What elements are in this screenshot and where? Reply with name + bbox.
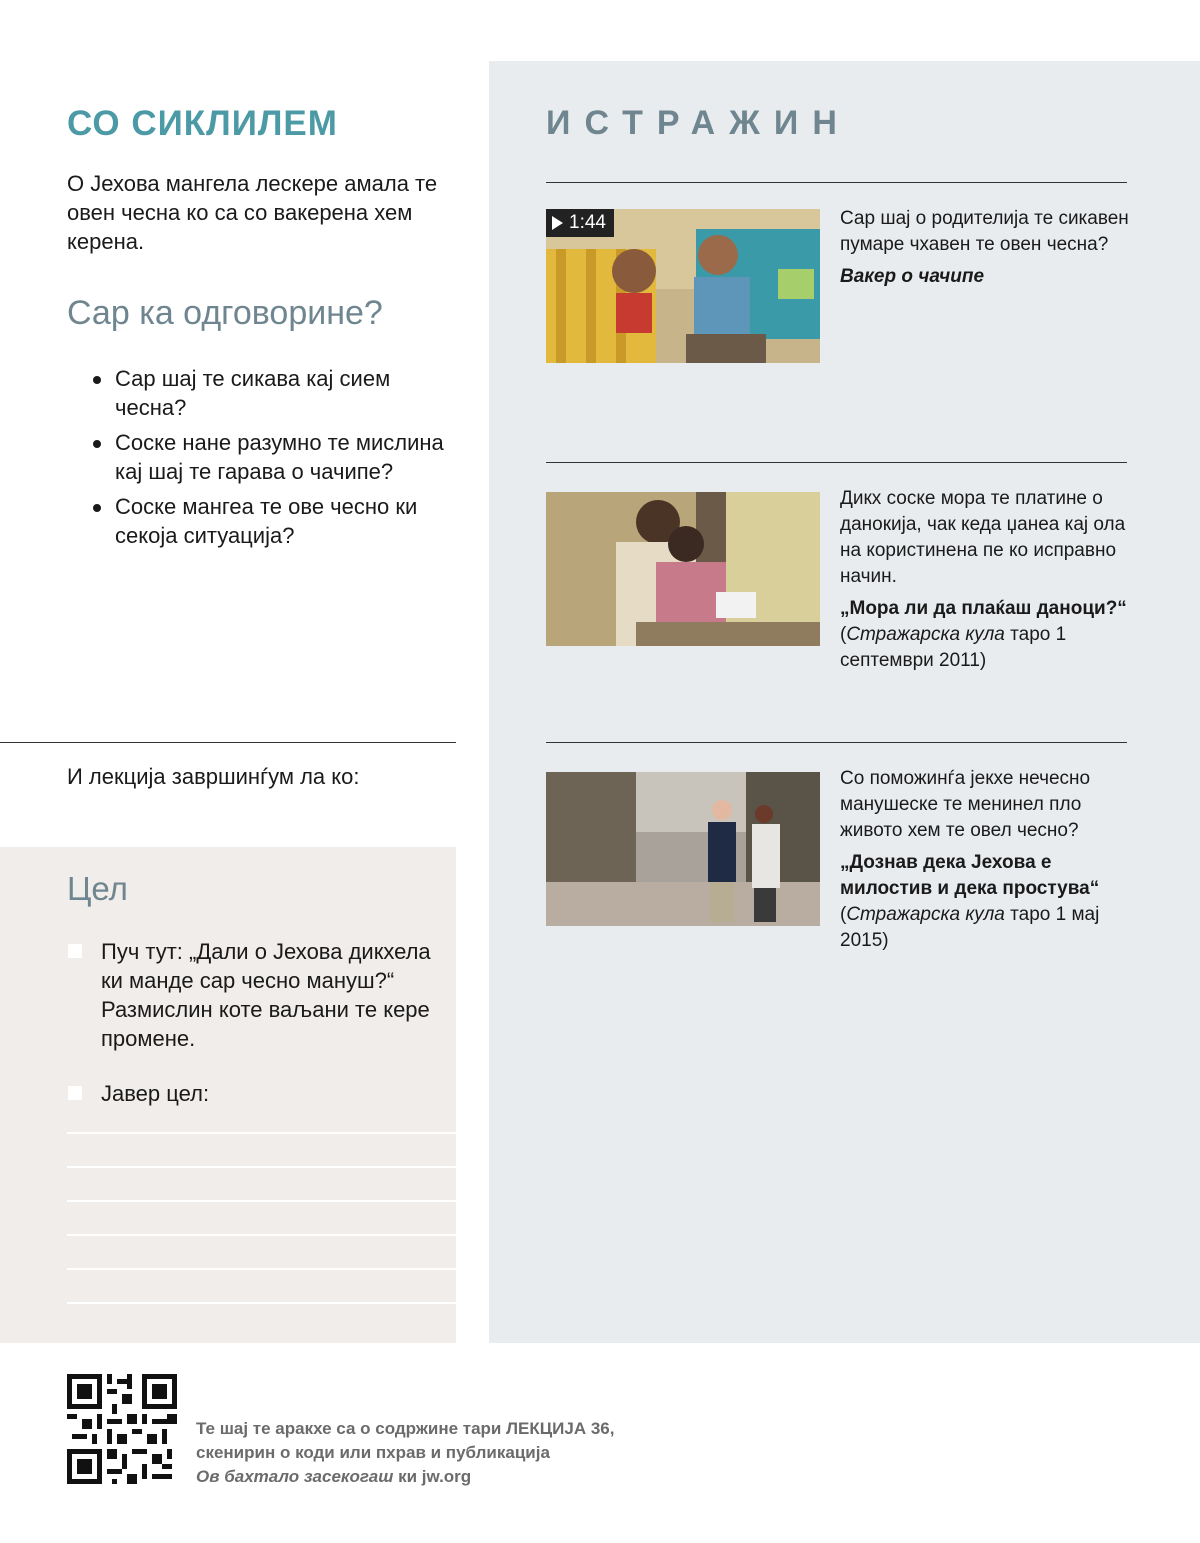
explore-title: ИСТРАЖИН	[546, 104, 851, 142]
write-line[interactable]	[67, 1132, 456, 1134]
write-line[interactable]	[67, 1200, 456, 1202]
explore-source-link[interactable]: „Дознав дека Јехова е милостив и дека простува“	[840, 852, 1100, 899]
article-thumbnail[interactable]	[546, 492, 820, 646]
explore-item	[840, 766, 1130, 954]
question-item: Соске нане разумно те мислина кај шај те гарава о чачипе?	[93, 428, 458, 486]
explore-question: Дикх соске мора те платине о данокија, чак кеда џанеа кај ола на користинена пе ко исправно начин.	[840, 488, 1126, 587]
publication-date: таро 1 мај 2015)	[840, 904, 1100, 951]
article-thumbnail[interactable]	[546, 772, 820, 926]
divider	[546, 742, 1127, 743]
explore-question: Со поможинѓа јекхе нечесно манушеске те менинел пло живото хем те овел чесно?	[840, 768, 1091, 841]
qr-code-icon[interactable]	[67, 1374, 177, 1484]
publication-title: Ов бахтало засекогаш	[196, 1467, 394, 1486]
divider	[546, 182, 1127, 183]
goal-item-text: Пуч тут: „Дали о Јехова дикхела ки манде сар чесно мануш?“ Размислин коте ваљани те кере промене.	[101, 939, 431, 1051]
explore-question: Сар шај о родителија те сикавен пумаре чхавен те овен чесна?	[840, 208, 1129, 255]
goal-heading: Цел	[67, 870, 128, 907]
footer-site[interactable]: ки jw.org	[398, 1467, 472, 1486]
write-line[interactable]	[67, 1234, 456, 1236]
video-duration: 1:44	[569, 212, 606, 233]
footer-line	[196, 1465, 716, 1489]
publication-date: таро 1 септември 2011)	[840, 624, 1067, 671]
write-line[interactable]	[67, 1166, 456, 1168]
questions-heading: Сар ка одговорине?	[67, 294, 383, 332]
goal-checkbox[interactable]	[68, 944, 82, 958]
explore-source-link[interactable]: „Мора ли да плаќаш даноци?“	[840, 598, 1127, 619]
explore-item	[840, 486, 1130, 674]
play-icon	[552, 216, 563, 230]
explore-source-link[interactable]: Вакер о чачипе	[840, 266, 985, 287]
explore-item	[840, 206, 1130, 290]
summary-text: О Јехова мангела лескере амала те овен чесна ко са со вакерена хем керена.	[67, 171, 438, 254]
explore-source: „Дознав дека Јехова е милостив и дека простува“ (Стражарска кула таро 1 мај 2015)	[840, 852, 1100, 951]
video-duration-badge	[546, 209, 614, 237]
write-line[interactable]	[67, 1302, 456, 1304]
footer-line: скенирин о коди или пхрав и публикација	[196, 1443, 550, 1462]
explore-source: „Мора ли да плаќаш даноци?“ (Стражарска кула таро 1 септември 2011)	[840, 598, 1127, 671]
divider	[0, 742, 456, 743]
goal-other-label: Јавер цел:	[101, 1081, 210, 1106]
completed-label: И лекција завршинѓум ла ко:	[67, 764, 360, 789]
publication-name: Стражарска кула	[846, 904, 1005, 925]
footer-note	[196, 1417, 716, 1489]
questions-list	[93, 364, 458, 556]
write-line[interactable]	[67, 1268, 456, 1270]
section-title: СО СИКЛИЛЕМ	[67, 104, 338, 143]
video-thumbnail[interactable]	[546, 209, 820, 363]
goal-checkbox-other[interactable]	[68, 1086, 82, 1100]
publication-name: Стражарска кула	[846, 624, 1005, 645]
article-image	[546, 772, 820, 926]
question-item: Соске мангеа те ове чесно ки секоја ситуација?	[93, 492, 458, 550]
question-item: Сар шај те сикава кај сием чесна?	[93, 364, 458, 422]
article-image	[546, 492, 820, 646]
footer-line: Те шај те аракхе са о содржине тари ЛЕКЦИЈА 36,	[196, 1419, 615, 1438]
divider	[546, 462, 1127, 463]
